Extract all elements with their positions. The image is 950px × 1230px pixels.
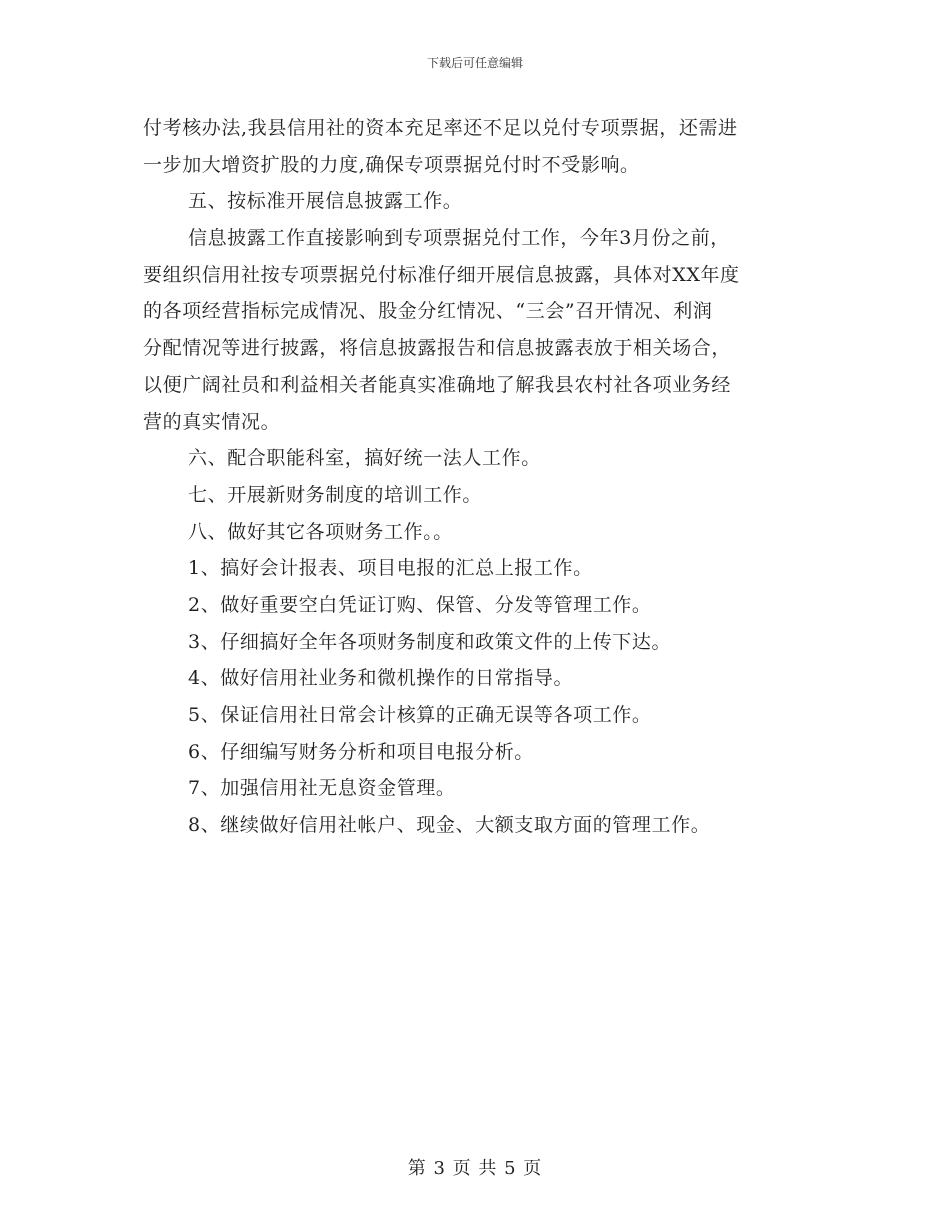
list-item: 7、加强信用社无息资金管理。: [188, 777, 456, 800]
text-line: 一步加大增资扩股的力度,确保专项票据兑付时不受影响。: [143, 153, 640, 176]
document-body: [143, 110, 813, 844]
list-item: 1、搞好会计报表、项目电报的汇总上报工作。: [188, 557, 593, 580]
section-heading: 六、配合职能科室，搞好统一法人工作。: [188, 447, 541, 470]
list-item: 5、保证信用社日常会计核算的正确无误等各项工作。: [188, 704, 652, 726]
text-line: 信息披露工作直接影响到专项票据兑付工作，今年3月份之前，: [188, 227, 730, 250]
section-heading: 七、开展新财务制度的培训工作。: [188, 483, 483, 506]
list-item: 6、仔细编写财务分析和项目电报分析。: [188, 740, 534, 763]
section-heading: 五、按标准开展信息披露工作。: [188, 190, 463, 213]
page-number-footer: 第 3 页 共 5 页: [407, 1158, 543, 1179]
section-heading: 八、做好其它各项财务工作。。: [188, 520, 453, 543]
text-line: 营的真实情况。: [143, 410, 281, 433]
text-line: 以便广阔社员和利益相关者能真实准确地了解我县农村社各项业务经: [143, 373, 732, 396]
list-item: 8、继续做好信用社帐户、现金、大额支取方面的管理工作。: [188, 814, 711, 837]
text-line: 要组织信用社按专项票据兑付标准仔细开展信息披露，具体对XX年度: [143, 263, 740, 286]
list-item: 3、仔细搞好全年各项财务制度和政策文件的上传下达。: [188, 630, 672, 653]
page-header: 下载后可任意编辑: [426, 56, 523, 70]
text-line: 的各项经营指标完成情况、股金分红情况、“三会”召开情况、利润: [143, 300, 713, 323]
text-line: 分配情况等进行披露，将信息披露报告和信息披露表放于相关场合，: [143, 337, 732, 360]
text-line: 付考核办法,我县信用社的资本充足率还不足以兑付专项票据，还需进: [143, 117, 738, 139]
list-item: 4、做好信用社业务和微机操作的日常指导。: [188, 667, 574, 690]
list-item: 2、做好重要空白凭证订购、保管、分发等管理工作。: [188, 593, 652, 616]
